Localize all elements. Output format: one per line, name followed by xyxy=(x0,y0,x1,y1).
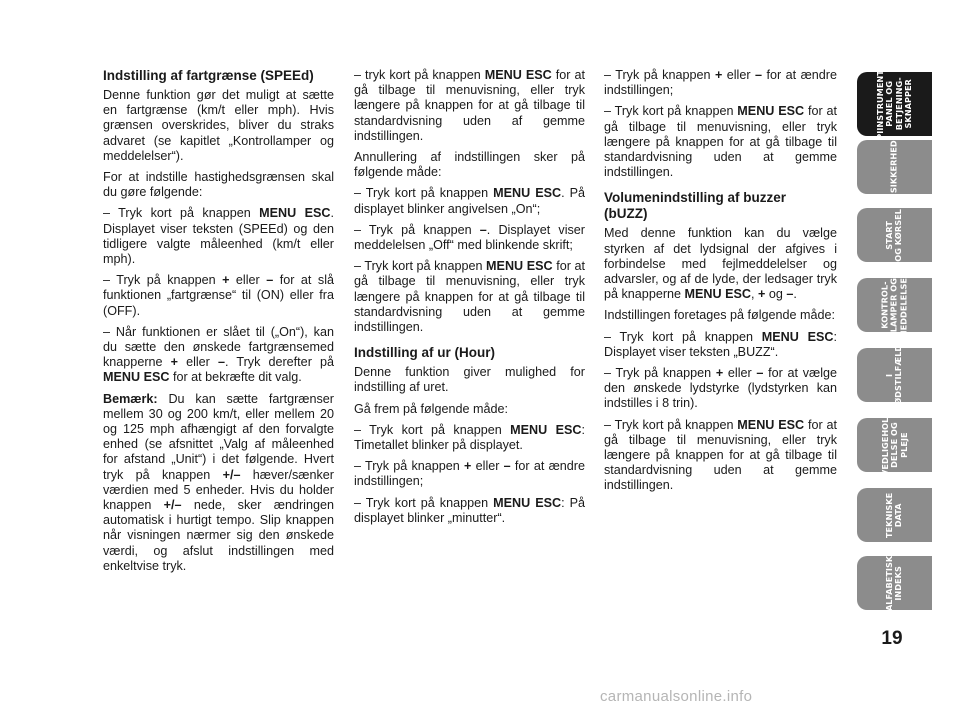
section-heading-hour: Indstilling af ur (Hour) xyxy=(354,345,495,361)
paragraph: – Tryk kort på knappen MENU ESC. Displayet viser teksten (SPEEd) og den tidligere valgte måleenhed (km/t eller mph). xyxy=(103,206,334,267)
column-right xyxy=(604,68,837,500)
tab-emergency[interactable]: I NØDSTILFÆLDE xyxy=(857,348,932,402)
paragraph: Denne funktion gør det muligt at sætte en fartgrænse (km/t eller mph). Hvis grænsen overskrides, bliver du straks advaret (se kapitlet „Kontrollamper og meddelelser“). xyxy=(103,88,334,163)
paragraph: – Tryk kort på knappen MENU ESC: Timetallet blinker på displayet. xyxy=(354,422,585,453)
paragraph: – tryk kort på knappen MENU ESC for at gå tilbage til menuvisning, eller tryk længere på knappen for at gå tilbage til standardvisning uden af gemme indstillingen. xyxy=(354,68,585,143)
tab-start-driving[interactable]: START OG KØRSEL xyxy=(857,208,932,262)
tab-instrument-panel[interactable]: PIINSTRUMENT- PANEL OG BETJENING- SKNAPPER xyxy=(857,72,932,136)
paragraph: – Tryk kort på knappen MENU ESC: På displayet blinker „minutter“. xyxy=(354,495,585,525)
paragraph: – Tryk på knappen + eller – for at slå funktionen „fartgrænse“ til (ON) eller fra (OFF). xyxy=(103,273,334,318)
paragraph: Med denne funktion kan du vælge styrken af det lydsignal der afgives i forbindelse med fejlmeddelelser og advarsler, og af de lyde, der ledsager tryk på knapperne MENU ESC, + og –. xyxy=(604,226,837,302)
paragraph: – Tryk kort på knappen MENU ESC for at gå tilbage til menuvisning, eller tryk længere på knappen for at gå tilbage til standardvisning uden at gemme indstillingen. xyxy=(354,259,585,335)
column-left xyxy=(103,68,334,580)
page-number: 19 xyxy=(881,628,903,649)
tab-maintenance[interactable]: VEDLIGEHOL- DELSE OG PLEJE xyxy=(857,418,932,472)
paragraph: – Tryk på knappen + eller – for at vælge den ønskede lydstyrke (lydstyrken kan indstilles i 8 trin). xyxy=(604,366,838,411)
paragraph: For at indstille hastighedsgrænsen skal du gøre følgende: xyxy=(103,170,334,200)
tab-index[interactable]: ALFABETISK INDEKS xyxy=(857,556,932,610)
section-heading-buzzer: Volumenindstilling af buzzer (bUZZ) xyxy=(604,190,787,222)
section-heading-speed: Indstilling af fartgrænse (SPEEd) xyxy=(103,68,314,83)
paragraph: Indstillingen foretages på følgende måde: xyxy=(604,308,836,323)
paragraph: Gå frem på følgende måde: xyxy=(354,401,509,416)
column-middle xyxy=(354,68,585,532)
note-paragraph: Bemærk: Du kan sætte fartgrænser mellem 30 og 200 km/t, eller mellem 20 og 125 mph afhængigt af den forvalgte enhed (se afsnittet „Valg af måleenhed for afstand „Unit“) i det følgende. Hvert tryk på knappen +/– hæver/sænker værdien med 5 enheder. Hvis du holder knappen +/– nede, sker ændringen automatisk i hurtigt tempo. Slip knappen når visningen nærmer sig den ønskede værdi, og afslut indstillingen med enkeltvise tryk. xyxy=(103,391,334,573)
tab-warning-lights[interactable]: KONTROL- LAMPER OG MEDDELELSER xyxy=(857,278,932,332)
paragraph: Denne funktion giver mulighed for indstilling af uret. xyxy=(354,365,585,395)
tab-safety[interactable]: SIKKERHED xyxy=(857,140,932,194)
tab-technical-data[interactable]: TEKNISKE DATA xyxy=(857,488,932,542)
paragraph: – Tryk kort på knappen MENU ESC for at gå tilbage til menuvisning, eller tryk længere på knappen for at gå tilbage til standardvisning uden at gemme indstillingen. xyxy=(604,104,837,180)
paragraph: – Tryk på knappen + eller – for at ændre indstillingen; xyxy=(604,68,837,98)
paragraph: – Når funktionen er slået til („On“), kan du sætte den ønskede fartgrænsemed knapperne + eller –. Tryk derefter på MENU ESC for at bekræfte dit valg. xyxy=(103,324,334,385)
paragraph: – Tryk kort på knappen MENU ESC: Displayet viser teksten „BUZZ“. xyxy=(604,329,837,359)
paragraph: – Tryk på knappen –. Displayet viser meddelelsen „Off“ med blinkende skrift; xyxy=(354,222,585,253)
paragraph: – Tryk på knappen + eller – for at ændre indstillingen; xyxy=(354,459,585,489)
watermark: carmanualsonline.info xyxy=(600,688,753,705)
paragraph: – Tryk kort på knappen MENU ESC. På displayet blinker angivelsen „On“; xyxy=(354,186,585,216)
paragraph: – Tryk kort på knappen MENU ESC for at gå tilbage til menuvisning, eller tryk længere på knappen for at gå tilbage til standardvisning uden at gemme indstillingen. xyxy=(604,417,837,493)
paragraph: Annullering af indstillingen sker på følgende måde: xyxy=(354,150,585,180)
